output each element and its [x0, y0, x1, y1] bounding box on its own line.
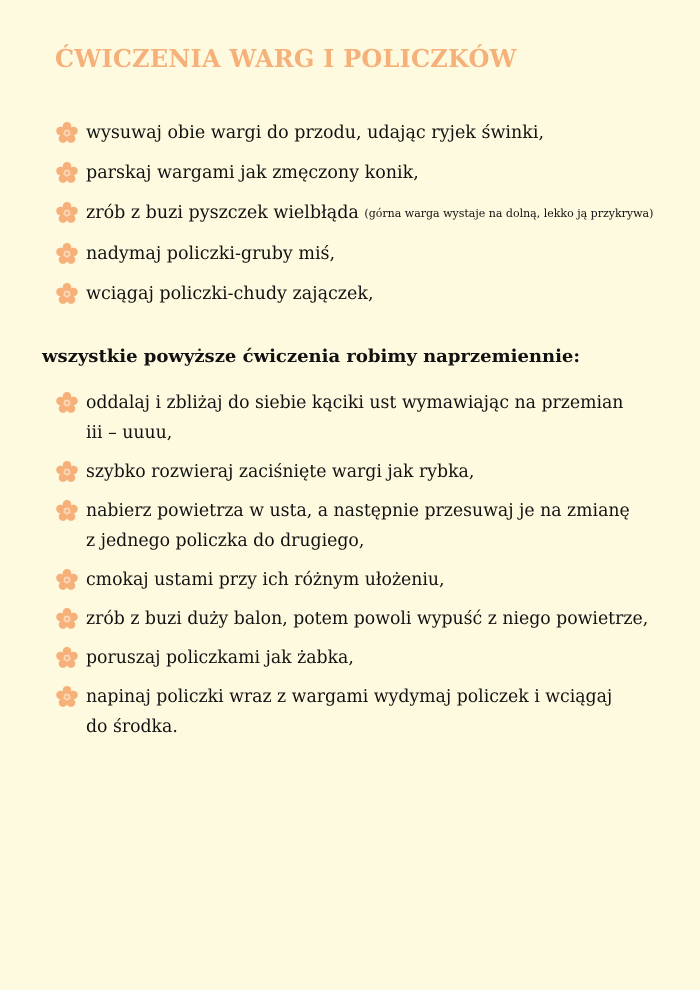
flower-icon — [55, 391, 79, 415]
list-item-line: zrób z buzi duży balon, potem powoli wypuść z niego powietrze, — [86, 609, 649, 629]
list-item — [55, 239, 675, 269]
list-item — [55, 279, 675, 309]
list-item-line: napinaj policzki wraz z wargami wydymaj policzek i wciągaj — [86, 687, 613, 707]
list-item — [55, 118, 675, 148]
flower-icon — [55, 242, 79, 266]
list-item-line: cmokaj ustami przy ich różnym ułożeniu, — [86, 570, 445, 590]
exercise-list-1 — [55, 118, 675, 319]
flower-icon — [55, 685, 79, 709]
flower-icon — [55, 646, 79, 670]
list-item-line: do środka. — [86, 717, 178, 737]
flower-icon — [55, 499, 79, 523]
list-item — [55, 158, 675, 188]
list-item-line: oddalaj i zbliżaj do siebie kąciki ust wymawiając na przemian — [86, 393, 624, 413]
list-item-text: zrób z buzi pyszczek wielbłąda — [86, 203, 359, 223]
flower-icon — [55, 568, 79, 592]
list-item-line: iii – uuuu, — [86, 423, 173, 443]
list-item-line: szybko rozwieraj zaciśnięte wargi jak rybka, — [86, 462, 475, 482]
flower-icon — [55, 161, 79, 185]
list-item — [55, 457, 675, 487]
list-item-note: (górna warga wystaje na dolną, lekko ją przykrywa) — [364, 207, 654, 220]
section-heading: wszystkie powyższe ćwiczenia robimy naprzemiennie: — [42, 346, 581, 367]
exercise-list-2 — [55, 388, 675, 751]
flower-icon — [55, 121, 79, 145]
list-item — [55, 388, 675, 448]
list-item — [55, 198, 675, 229]
list-item — [55, 643, 675, 673]
list-item — [55, 496, 675, 556]
list-item-text: nadymaj policzki-gruby miś, — [86, 244, 336, 264]
flower-icon — [55, 282, 79, 306]
list-item — [55, 682, 675, 742]
page-title: ĆWICZENIA WARG I POLICZKÓW — [55, 44, 517, 73]
list-item-line: poruszaj policzkami jak żabka, — [86, 648, 354, 668]
flower-icon — [55, 201, 79, 225]
list-item-text: wysuwaj obie wargi do przodu, udając ryjek świnki, — [86, 123, 545, 143]
list-item-line: nabierz powietrza w usta, a następnie przesuwaj je na zmianę — [86, 501, 630, 521]
list-item-text: parskaj wargami jak zmęczony konik, — [86, 163, 419, 183]
flower-icon — [55, 607, 79, 631]
list-item — [55, 604, 675, 634]
flower-icon — [55, 460, 79, 484]
list-item-text: wciągaj policzki-chudy zajączek, — [86, 284, 374, 304]
list-item — [55, 565, 675, 595]
list-item-line: z jednego policzka do drugiego, — [86, 531, 365, 551]
